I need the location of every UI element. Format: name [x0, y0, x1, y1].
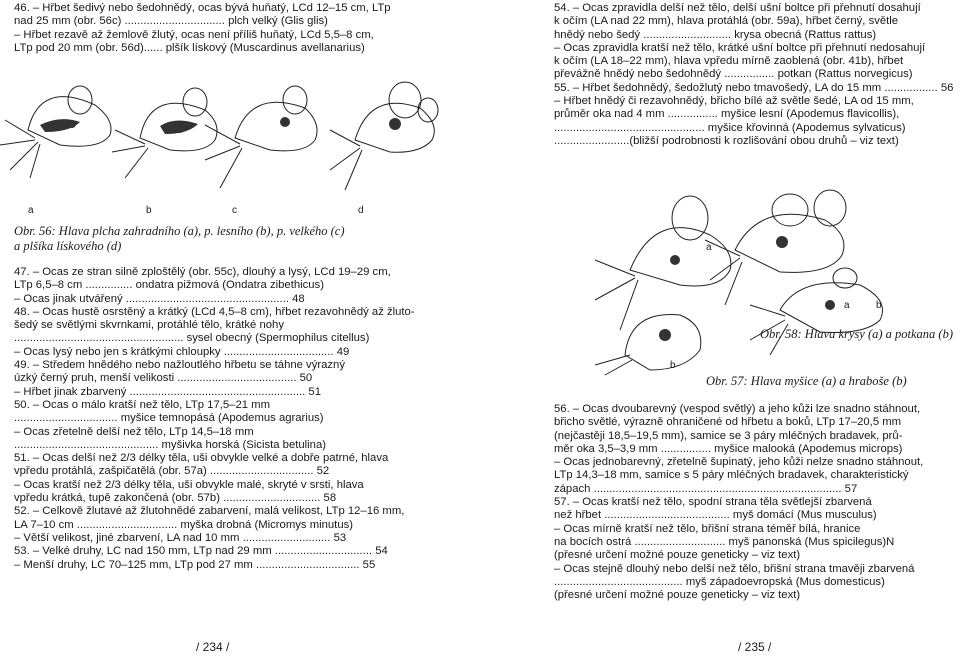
text-line: – Menší druhy, LC 70–125 mm, LTp pod 27 mm ................................. 55	[14, 558, 376, 571]
text-line: (přesné určení možné pouze geneticky – viz text)	[554, 549, 801, 562]
rat-head-58a-illustration	[705, 190, 846, 305]
caption-line: Obr. 56: Hlava plcha zahradního (a), p. lesního (b), p. velkého (c)	[14, 224, 345, 238]
text-line: 52. – Celkově žlutavé až žlutohnědé zabarvení, malá velikost, LTp 12–16 mm,	[14, 505, 405, 518]
text-line: ................................. myšice temnopásá (Apodemus agrarius)	[14, 412, 324, 425]
text-line: 54. – Ocas zpravidla delší než tělo, delší ušní boltce při přehnutí dosahují	[554, 2, 921, 14]
text-line: ........................(bližší podrobnosti k rozlišování obou druhů – viz text)	[554, 134, 899, 147]
text-line: šedý se světlými skvrnkami, protáhlé tělo, krátké nohy	[14, 319, 284, 332]
mouse-head-57a-illustration	[595, 196, 731, 330]
text-line: – Ocas mírně kratší než tělo, břišní strana téměř bílá, hranice	[554, 522, 861, 535]
figure-58-caption: Obr. 58: Hlava krysy (a) a potkana (b)	[760, 327, 954, 341]
text-line: – Hřbet rezavě až žemlově žlutý, ocas není příliš huňatý, LCd 5,5–8 cm,	[14, 28, 374, 41]
head-b-illustration	[112, 88, 217, 178]
text-line: – Ocas kratší než 2/3 délky těla, uši obvykle malé, skryté v srsti, hlava	[14, 478, 364, 491]
text-line: měr oka 3,5–3,9 mm ................ myšice malooká (Apodemus microps)	[554, 442, 903, 455]
figure-56-dormouse-heads	[0, 60, 480, 220]
text-line: k očím (LA nad 22 mm), hlava protáhlá (obr. 59a), hřbet černý, světle	[554, 15, 899, 28]
figure-label-58b: b	[876, 300, 882, 311]
text-line: – Ocas jinak utvářený .................................................... 48	[14, 292, 305, 305]
text-line: nad 25 mm (obr. 56c) ................................ plch velký (Glis glis)	[14, 15, 328, 28]
text-line: 46. – Hřbet šedivý nebo šedohnědý, ocas bývá huňatý, LCd 12–15 cm, LTp	[14, 2, 391, 14]
text-line: – Ocas lysý nebo jen s krátkými chloupky ................................... 49	[14, 345, 350, 358]
head-d-illustration	[330, 82, 438, 190]
head-c-illustration	[205, 86, 317, 188]
figure-57-58-heads	[480, 180, 960, 380]
text-line: .............................................. myšivka horská (Sicista betulina)	[14, 438, 327, 451]
text-line: – Větší velikost, jiné zbarvení, LA nad 10 mm ............................ 53	[14, 531, 347, 544]
text-line: LA 7–10 cm ................................ myška drobná (Micromys minutus)	[14, 518, 354, 531]
text-line: 47. – Ocas ze stran silně zploštělý (obr. 55c), dlouhý a lysý, LCd 19–29 cm,	[14, 266, 391, 278]
text-line: břicho světlé, výrazně ohraničené od hřbetu a boků, LTp 17–20,5 mm	[554, 416, 902, 429]
figure-label-d: d	[358, 205, 364, 216]
text-line: (přesné určení možné pouze geneticky – viz text)	[554, 589, 801, 602]
text-line: – Ocas jednobarevný, zřetelně šupinatý, jeho kůži nelze snadno stáhnout,	[554, 456, 924, 469]
text-line: LTp 6,5–8 cm ............... ondatra pižmová (Ondatra zibethicus)	[14, 279, 324, 292]
text-line: 55. – Hřbet šedohnědý, šedožlutý nebo tmavošedý, LA do 15 mm ................. 56	[554, 81, 954, 94]
text-line: 53. – Velké druhy, LC nad 150 mm, LTp nad 29 mm ............................... 54	[14, 545, 388, 558]
text-line: 57. – Ocas kratší než tělo, spodní strana těla světlejší zbarvená	[554, 496, 872, 509]
page-number-right: / 235 /	[738, 640, 772, 654]
text-line: – Ocas zpravidla kratší než tělo, krátké ušní boltce při přehnutí nedosahují	[554, 41, 926, 54]
text-line: – Ocas stejně dlouhý nebo delší než tělo, břišní strana tmavěji zbarvená	[554, 562, 915, 575]
text-line: – Hřbet jinak zbarvený ........................................................ 51	[14, 385, 322, 398]
right-key-text	[554, 403, 923, 602]
figure-label-58a: a	[844, 300, 850, 311]
text-line: 48. – Ocas hustě osrstěný a krátký (LCd 4,5–8 cm), hřbet rezavohnědý až žluto-	[14, 305, 415, 318]
text-line: hnědý nebo šedý ............................ krysa obecná (Rattus rattus)	[554, 28, 877, 41]
text-line: LTp 14,3–18 mm, samice s 5 páry mléčných bradavek, charakteristický	[554, 469, 909, 482]
figure-57-caption: Obr. 57: Hlava myšice (a) a hraboše (b)	[706, 374, 907, 388]
text-line: 49. – Středem hnědého nebo nažloutlého hřbetu se táhne výrazný	[14, 359, 345, 372]
right-top-text	[554, 2, 953, 148]
right-page	[480, 0, 960, 657]
text-line: na bocích ostrá ............................. myš panonská (Mus spicilegus)N	[554, 535, 895, 548]
text-line: k očím (LA 18–22 mm), hlava vpředu mírně zaoblená (obr. 41b), hřbet	[554, 55, 904, 68]
text-line: 50. – Ocas o málo kratší než tělo, LTp 17,5–21 mm	[14, 398, 270, 411]
text-line: 51. – Ocas delší než 2/3 délky těla, uši obvykle velké a dobře patrné, hlava	[14, 452, 389, 465]
vole-head-57b-illustration	[595, 315, 701, 376]
figure-label-a: a	[28, 205, 34, 216]
text-line: převážně hnědý nebo šedohnědý ................ potkan (Rattus norvegicus)	[554, 68, 913, 81]
text-line: – Ocas zřetelně delší než tělo, LTp 14,5–18 mm	[14, 425, 254, 438]
text-line: LTp pod 20 mm (obr. 56d)...... plšík lískový (Muscardinus avellanarius)	[14, 41, 365, 54]
caption-line: a plšíka lískového (d)	[14, 238, 122, 253]
text-line: (nejčastěji 18,5–19,5 mm), samice se 3 páry mléčných bradavek, prů-	[554, 429, 903, 442]
text-line: 56. – Ocas dvoubarevný (vespod světlý) a jeho kůži lze snadno stáhnout,	[554, 403, 921, 415]
text-line: vpředu krátká, tupě zakončená (obr. 57b) ............................... 58	[14, 492, 337, 505]
brown-rat-head-58b-illustration	[750, 268, 883, 355]
left-top-text	[14, 2, 391, 55]
text-line: úzký černý pruh, menší velikosti ...................................... 50	[14, 372, 313, 385]
figure-label-c: c	[232, 205, 237, 216]
text-line: ......................................... myš západoevropská (Mus domesticus)	[554, 575, 885, 588]
text-line: ................................................ myšice křovinná (Apodemus sylvaticus)	[554, 121, 906, 134]
text-line: průměr oka nad 4 mm ................ myšice lesní (Apodemus flavicollis),	[554, 108, 900, 121]
figure-56-caption	[14, 224, 345, 253]
text-line: vpředu protáhlá, zašpičatělá (obr. 57a) ................................. 52	[14, 465, 330, 478]
text-line: než hřbet ........................................ myš domácí (Mus musculus)	[554, 509, 877, 522]
text-line: ...................................................... sysel obecný (Spermophilus citellus)	[14, 332, 370, 345]
left-key-text	[14, 266, 415, 572]
figure-label-57b: b	[670, 360, 676, 371]
page-number-left: / 234 /	[196, 640, 230, 654]
figure-label-b: b	[146, 205, 152, 216]
head-a-illustration	[0, 86, 111, 178]
text-line: zápach ............................................................................... 57	[554, 482, 858, 495]
figure-label-57a: a	[706, 242, 712, 253]
text-line: – Hřbet hnědý či rezavohnědý, břicho bílé až světle šedé, LA od 15 mm,	[554, 95, 914, 108]
